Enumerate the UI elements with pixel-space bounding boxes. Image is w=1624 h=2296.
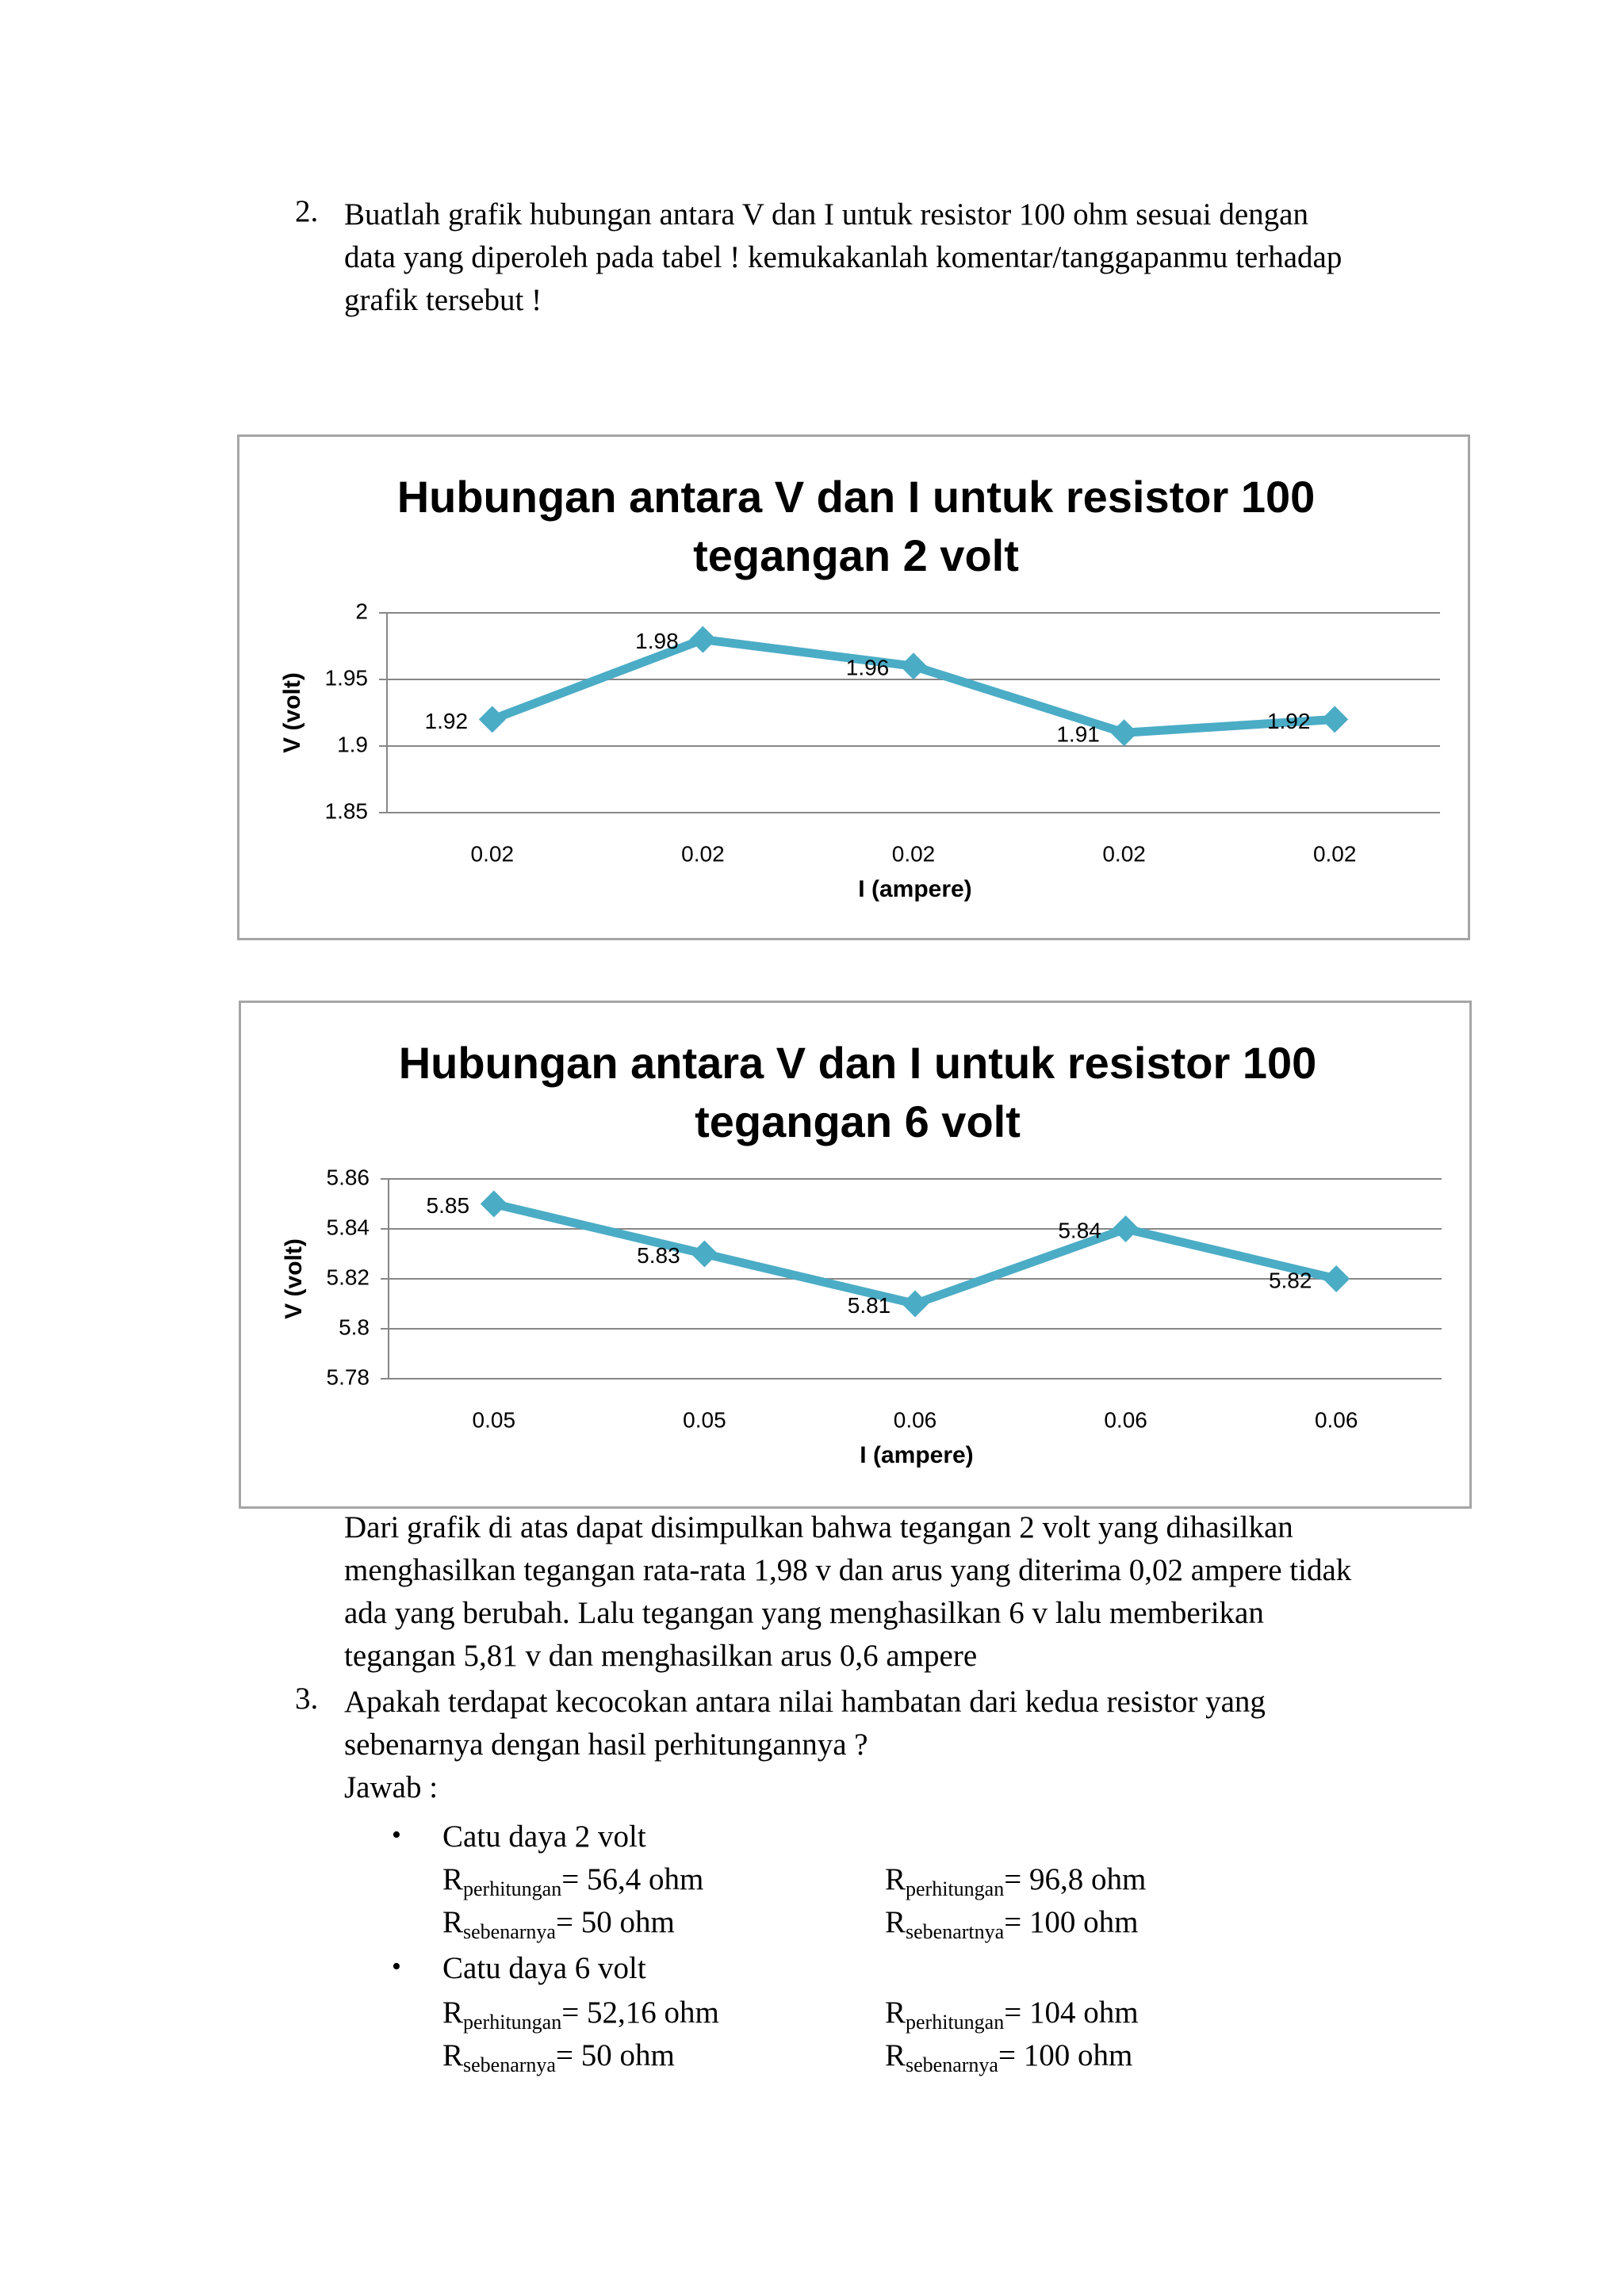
data-label: 5.81 [847, 1292, 891, 1318]
resistance-value: = 104 ohm [1004, 1996, 1139, 2030]
resistance-value: = 50 ohm [555, 1905, 675, 1939]
resistance-entry: $R_{perhitungan}= 52,16$ ohm [442, 1996, 719, 2034]
question-3-text [344, 1681, 1454, 1809]
x-tick-label: 0.06 [893, 1407, 937, 1433]
resistance-value: = 96,8 ohm [1004, 1862, 1147, 1896]
bullet-heading: Catu daya 6 volt [442, 1951, 646, 1985]
data-point-marker [900, 652, 927, 679]
data-point-marker [691, 1241, 718, 1268]
data-point-marker [1323, 1265, 1350, 1292]
y-tick-label: 1.95 [324, 665, 368, 691]
chart-title-line: Hubungan antara V dan I untuk resistor 100 [398, 1037, 1317, 1088]
bullet-heading: Catu daya 2 volt [442, 1820, 646, 1854]
y-tick-label: 1.85 [324, 798, 368, 824]
data-label: 5.85 [426, 1192, 470, 1218]
y-tick-label: 5.82 [326, 1265, 370, 1290]
y-tick-label: 1.9 [337, 732, 368, 757]
data-point-marker [479, 706, 506, 733]
data-label: 1.98 [635, 628, 679, 653]
y-tick-label: 5.78 [326, 1364, 370, 1390]
data-label: 1.92 [424, 708, 469, 733]
data-label: 1.92 [1266, 708, 1311, 733]
data-point-marker [1321, 706, 1348, 733]
resistance-value: = 56,4 ohm [561, 1862, 704, 1896]
resistance-entry: $R_{perhitungan}= 56,4$ ohm [442, 1862, 704, 1900]
conclusion-line: Dari grafik di atas dapat disimpulkan bahwa tegangan 2 volt yang dihasilkan [344, 1510, 1293, 1544]
conclusion-text [344, 1506, 1486, 1678]
resistance-value: = 52,16 ohm [561, 1996, 719, 2030]
x-tick-label: 0.02 [681, 841, 725, 867]
x-tick-label: 0.06 [1314, 1407, 1358, 1433]
chart-2-volt-svg [239, 437, 1473, 943]
resistance-value: = 50 ohm [555, 2038, 675, 2072]
x-tick-label: 0.06 [1104, 1407, 1147, 1433]
data-point-marker [902, 1291, 929, 1318]
subscript: sebenarnya [906, 2053, 998, 2076]
x-tick-label: 0.05 [472, 1407, 516, 1433]
resistance-entry: $R_{sebenarnya}= 50$ ohm [442, 1905, 675, 1943]
y-tick-label: 5.84 [326, 1215, 370, 1240]
resistance-entry: $R_{perhitungan}= 104$ ohm [885, 1996, 1139, 2034]
resistance-value: = 100 ohm [998, 2038, 1133, 2072]
data-label: 5.83 [637, 1242, 680, 1268]
y-tick-label: 5.86 [326, 1165, 370, 1190]
x-tick-label: 0.02 [1312, 841, 1357, 867]
question-2-line: data yang diperoleh pada tabel ! kemukakanlah komentar/tanggapanmu terhadap [344, 240, 1342, 274]
x-tick-label: 0.05 [683, 1407, 726, 1433]
chart-title-line: tegangan 6 volt [695, 1096, 1021, 1146]
question-3-line: sebenarnya dengan hasil perhitungannya ? [344, 1728, 868, 1762]
subscript: perhitungan [463, 2011, 562, 2034]
bullet-dot: • [392, 1952, 401, 1981]
data-label: 1.96 [845, 655, 890, 680]
conclusion-line: menghasilkan tegangan rata-rata 1,98 v dan arus yang diterima 0,02 ampere tidak [344, 1553, 1352, 1587]
question-2-line: Buatlah grafik hubungan antara V dan I untuk resistor 100 ohm sesuai dengan [344, 197, 1308, 232]
subscript: perhitungan [463, 1877, 562, 1900]
y-axis-title: V (volt) [280, 1238, 307, 1319]
question-2-line: grafik tersebut ! [344, 283, 542, 317]
conclusion-line: tegangan 5,81 v dan menghasilkan arus 0,6 ampere [344, 1639, 978, 1673]
subscript: perhitungan [906, 1877, 1005, 1900]
resistance-entry: $R_{sebenarnya}= 100$ ohm [885, 2038, 1133, 2076]
resistance-entry: $R_{sebenarnya}= 50$ ohm [442, 2038, 675, 2076]
resistance-entry: $R_{perhitungan}= 96,8$ ohm [885, 1862, 1147, 1900]
chart-title-line: Hubungan antara V dan I untuk resistor 100 [396, 471, 1316, 522]
series-line [494, 1204, 1336, 1304]
subscript: perhitungan [906, 2011, 1005, 2034]
x-tick-label: 0.02 [470, 841, 515, 867]
chart-6-volt-svg [241, 1003, 1474, 1511]
data-label: 1.91 [1056, 721, 1100, 747]
data-label: 5.82 [1268, 1268, 1312, 1293]
x-tick-label: 0.02 [891, 841, 936, 867]
chart-title-line: tegangan 2 volt [693, 530, 1019, 580]
answer-label: Jawab : [344, 1770, 439, 1804]
x-axis-title: I (ampere) [858, 875, 972, 902]
data-point-marker [1113, 1215, 1139, 1242]
bullet-dot: • [392, 1820, 401, 1850]
chart-6-volt [239, 1001, 1472, 1509]
data-point-marker [689, 626, 716, 653]
resistance-value: = 100 ohm [1004, 1905, 1139, 1939]
chart-2-volt [237, 434, 1470, 940]
data-label: 5.84 [1058, 1218, 1101, 1243]
question-3-number: 3. [295, 1682, 319, 1716]
resistance-entry: $R_{sebenartnya}= 100$ ohm [885, 1905, 1139, 1943]
question-2-number: 2. [295, 194, 319, 228]
x-tick-label: 0.02 [1102, 841, 1146, 867]
data-point-marker [1111, 719, 1138, 746]
y-tick-label: 5.8 [339, 1314, 370, 1340]
subscript: sebenarnya [463, 2053, 556, 2076]
question-3-line: Apakah terdapat kecocokan antara nilai hambatan dari kedua resistor yang [344, 1685, 1266, 1719]
subscript: sebenartnya [906, 1920, 1005, 1943]
x-axis-title: I (ampere) [860, 1441, 974, 1468]
conclusion-line: ada yang berubah. Lalu tegangan yang menghasilkan 6 v lalu memberikan [344, 1596, 1264, 1630]
subscript: sebenarnya [463, 1920, 556, 1943]
question-2-text [344, 193, 1454, 322]
y-axis-title: V (volt) [278, 672, 305, 753]
data-point-marker [481, 1191, 508, 1218]
y-tick-label: 2 [355, 599, 368, 624]
